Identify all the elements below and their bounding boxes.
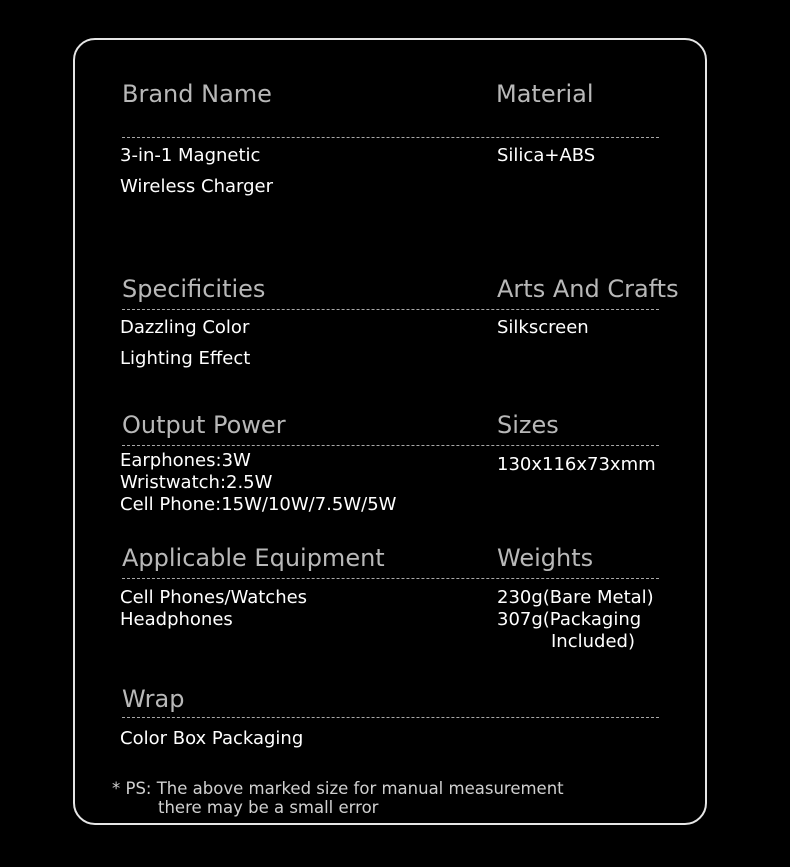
output-power-value-line-2: Wristwatch:2.5W (120, 472, 273, 493)
weights-heading: Weights (497, 544, 594, 572)
material-heading: Material (496, 80, 594, 108)
specificities-value-line-2: Lighting Effect (120, 348, 251, 369)
arts-and-crafts-value: Silkscreen (497, 317, 589, 338)
sizes-value: 130x116x73xmm (497, 454, 656, 475)
applicable-equipment-heading: Applicable Equipment (122, 544, 385, 572)
divider-output-sizes (122, 445, 659, 446)
wrap-value: Color Box Packaging (120, 728, 304, 749)
weights-value-line-3: Included) (551, 631, 635, 652)
specificities-value-line-1: Dazzling Color (120, 317, 250, 338)
specificities-heading: Specificities (122, 275, 266, 303)
output-power-heading: Output Power (122, 411, 286, 439)
material-value: Silica+ABS (497, 145, 596, 166)
arts-and-crafts-heading: Arts And Crafts (497, 275, 679, 303)
wrap-heading: Wrap (122, 685, 185, 713)
brand-name-value-line-1: 3-in-1 Magnetic (120, 145, 261, 166)
sizes-heading: Sizes (497, 411, 559, 439)
footnote-line-2: there may be a small error (158, 798, 379, 817)
divider-brand-material (122, 137, 659, 138)
weights-value-line-2: 307g(Packaging (497, 609, 642, 630)
divider-equipment-weights (122, 578, 659, 579)
divider-specificities-arts (122, 309, 659, 310)
brand-name-value-line-2: Wireless Charger (120, 176, 274, 197)
applicable-equipment-value-line-1: Cell Phones/Watches (120, 587, 308, 608)
footnote-line-1: * PS: The above marked size for manual measurement (112, 779, 564, 798)
divider-wrap (122, 717, 659, 718)
brand-name-heading: Brand Name (122, 80, 272, 108)
applicable-equipment-value-line-2: Headphones (120, 609, 233, 630)
output-power-value-line-3: Cell Phone:15W/10W/7.5W/5W (120, 494, 397, 515)
output-power-value-line-1: Earphones:3W (120, 450, 251, 471)
weights-value-line-1: 230g(Bare Metal) (497, 587, 654, 608)
